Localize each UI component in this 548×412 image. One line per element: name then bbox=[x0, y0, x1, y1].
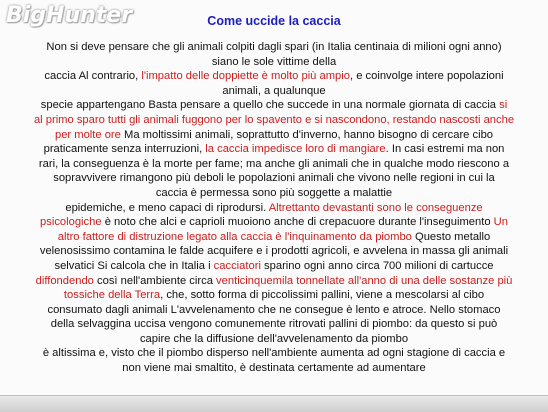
watermark-logo: BigHunter bbox=[6, 3, 133, 28]
body-text: Ma moltissimi animali, soprattutto d'inverno, hanno bisogno di cercare cibo bbox=[120, 128, 494, 141]
text-line bbox=[0, 259, 548, 274]
highlighted-text: per molte ore bbox=[54, 128, 121, 141]
body-text: Questo metallo bbox=[411, 230, 491, 243]
highlighted-text: l'impatto delle doppiette è molto più ampio bbox=[141, 70, 350, 83]
highlighted-text: Altrettanto devastanti sono le conseguenze bbox=[268, 201, 483, 214]
highlighted-text: diffondendo bbox=[35, 274, 94, 287]
text-line bbox=[0, 317, 548, 332]
body-text: Non si deve pensare che gli animali colpiti dagli spari (in Italia centinaia di milioni ogni anno) bbox=[46, 41, 502, 53]
highlighted-text: cacciatori bbox=[213, 259, 261, 272]
body-text: è altissima e, visto che il piombo disperso nell'ambiente aumenta ad ogni stagione di caccia e bbox=[42, 347, 506, 360]
text-line bbox=[0, 288, 548, 303]
text-line bbox=[0, 69, 548, 84]
text-line bbox=[0, 361, 548, 376]
body-text: della selvaggina uccisa vengono comunemente ritrovati pallini di piombo: da questo si può bbox=[50, 318, 498, 331]
body-text: consumato dagli animali L'avvelenamento che ne consegue è lento e atroce. Nello stomaco bbox=[47, 303, 501, 316]
highlighted-text: la caccia impedisce loro di mangiare bbox=[205, 143, 386, 156]
text-line bbox=[0, 171, 548, 186]
text-line bbox=[0, 346, 548, 361]
highlighted-text: Un bbox=[493, 216, 508, 229]
body-text: , e coinvolge intere popolazioni bbox=[349, 70, 504, 83]
highlighted-text: al primo sparo tutti gli animali fuggono per lo spavento e si nascondono, restando nascosti anche bbox=[33, 113, 515, 126]
body-text: capire che la diffusione dell'avvelenamento da piombo bbox=[139, 332, 409, 345]
body-text: rari, la conseguenza è la morte per fame; ma anche gli animali che in qualche modo riescono a bbox=[38, 157, 510, 170]
text-line bbox=[0, 274, 548, 289]
body-text: caccia Al contrario, bbox=[44, 70, 142, 83]
body-text: sopravvivere rimangono più deboli le popolazioni animali che vivono nelle regioni in cui la bbox=[53, 172, 495, 185]
highlighted-text: venticinquemila tonnellate all'anno di una delle sostanze più bbox=[216, 274, 513, 287]
body-text: specie appartengano Basta pensare a quello che succede in una normale giornata di caccia bbox=[40, 99, 500, 112]
text-line bbox=[0, 303, 548, 318]
body-text: selvatici Si calcola che in Italia i bbox=[54, 259, 214, 272]
text-line bbox=[0, 128, 548, 143]
body-text: è noto che alci e caprioli muoiono anche di crepacuore durante l'inseguimento bbox=[101, 216, 494, 229]
body-text: praticamente senza interruzioni, bbox=[43, 143, 206, 156]
body-text: animali, a qualunque bbox=[222, 84, 326, 97]
body-text: sparino ogni anno circa 700 milioni di cartucce bbox=[260, 259, 494, 272]
body-text: così nell'ambiente circa bbox=[93, 274, 217, 287]
text-line bbox=[0, 157, 548, 172]
text-line bbox=[0, 186, 548, 201]
highlighted-text: tossiche della Terra bbox=[63, 289, 161, 302]
text-line bbox=[0, 244, 548, 259]
body-text: . In casi estremi ma non bbox=[385, 143, 505, 156]
text-line bbox=[0, 55, 548, 70]
text-line bbox=[0, 84, 548, 99]
text-line bbox=[0, 40, 548, 55]
body-text: epidemiche, e meno capaci di riprodursi. bbox=[65, 201, 269, 214]
text-line bbox=[0, 113, 548, 128]
text-line bbox=[0, 201, 548, 216]
text-line bbox=[0, 230, 548, 245]
body-text: caccia è permessa sono più soggette a malattie bbox=[155, 186, 393, 199]
page-title: Come uccide la caccia bbox=[207, 14, 341, 28]
body-text: non viene mai smaltito, è destinata certamente ad aumentare bbox=[122, 362, 426, 375]
body-text: , che, sotto forma di piccolissimi pallini, viene a mescolarsi al cibo bbox=[160, 289, 485, 302]
text-line bbox=[0, 215, 548, 230]
article-body bbox=[0, 40, 548, 376]
text-line bbox=[0, 332, 548, 347]
highlighted-text: altro fattore di distruzione legato alla caccia è l'inquinamento da piombo bbox=[57, 230, 412, 243]
text-line bbox=[0, 98, 548, 113]
body-text: siano le sole vittime della bbox=[211, 55, 337, 68]
highlighted-text: si bbox=[499, 99, 508, 112]
video-bottom-bar bbox=[0, 395, 548, 412]
text-line bbox=[0, 142, 548, 157]
body-text: velenosissimo contamina le falde acquifere e i prodotti agricoli, e avvelena in massa gli animali bbox=[39, 245, 509, 258]
highlighted-text: psicologiche bbox=[40, 216, 102, 229]
